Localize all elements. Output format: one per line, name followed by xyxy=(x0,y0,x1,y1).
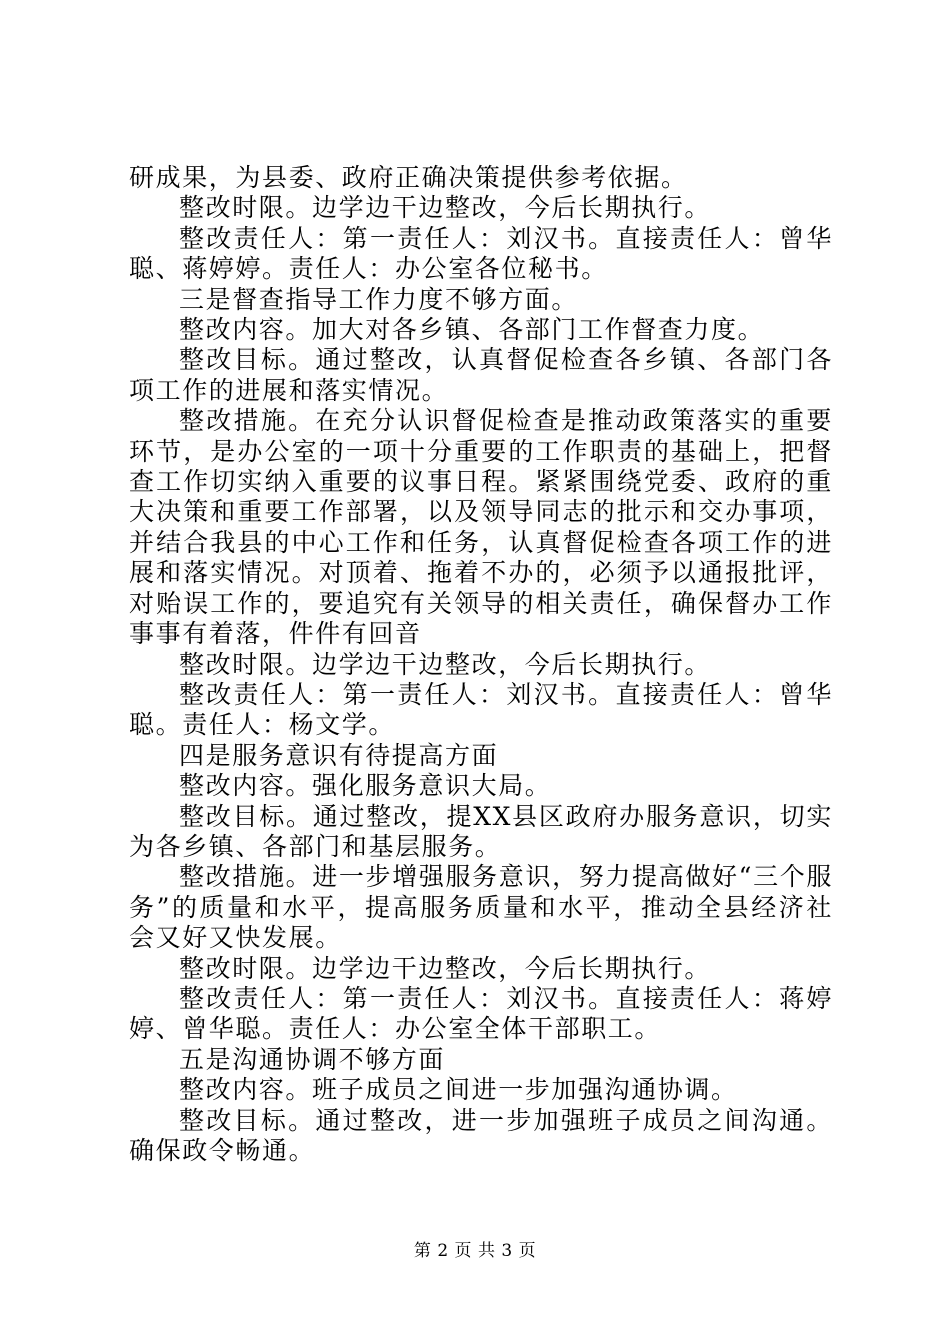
document-body xyxy=(129,163,833,1166)
paragraph: 整改责任人：第一责任人：刘汉书。直接责任人：曾华聪。责任人：杨文学。 xyxy=(129,679,833,740)
paragraph: 研成果，为县委、政府正确决策提供参考依据。 xyxy=(129,163,688,192)
paragraph: 整改责任人：第一责任人：刘汉书。直接责任人：曾华聪、蒋婷婷。责任人：办公室各位秘书。 xyxy=(129,223,833,284)
paragraph: 整改时限。边学边干边整改，今后长期执行。 xyxy=(179,953,712,983)
paragraph: 整改内容。强化服务意识大局。 xyxy=(179,771,552,801)
paragraph: 整改责任人：第一责任人：刘汉书。直接责任人：蒋婷婷、曾华聪。责任人：办公室全体干部职工。 xyxy=(129,983,833,1044)
paragraph: 整改目标。通过整改，提XX县区政府办服务意识，切实为各乡镇、各部门和基层服务。 xyxy=(129,801,833,861)
paragraph: 整改时限。边学边干边整改，今后长期执行。 xyxy=(179,193,712,223)
paragraph: 整改措施。在充分认识督促检查是推动政策落实的重要环节，是办公室的一项十分重要的工作职责的基础上，把督查工作切实纳入重要的议事日程。紧紧围绕党委、政府的重大决策和重要工作部署，以及领导同志的批示和交办事项，并结合我县的中心工作和任务，认真督促检查各项工作的进展和落实情况。对顶着、拖着不办的，必须予以通报批评，对贻误工作的，要追究有关领导的相关责任，确保督办工作事事有着落，件件有回音 xyxy=(129,406,833,649)
paragraph: 整改时限。边学边干边整改，今后长期执行。 xyxy=(179,649,712,679)
paragraph: 整改内容。班子成员之间进一步加强沟通协调。 xyxy=(179,1075,738,1105)
paragraph: 整改措施。进一步增强服务意识，努力提高做好“三个服务”的质量和水平，提高服务质量和水平，推动全县经济社会又好又快发展。 xyxy=(129,862,833,953)
section-heading: 五是沟通协调不够方面 xyxy=(179,1044,446,1074)
paragraph: 整改目标。通过整改，认真督促检查各乡镇、各部门各项工作的进展和落实情况。 xyxy=(129,345,833,405)
paragraph: 整改内容。加大对各乡镇、各部门工作督查力度。 xyxy=(179,315,765,345)
paragraph: 整改目标。通过整改，进一步加强班子成员之间沟通。确保政令畅通。 xyxy=(129,1105,833,1165)
page-number-footer: 第 2 页 共 3 页 xyxy=(413,1241,537,1261)
section-heading: 三是督查指导工作力度不够方面。 xyxy=(179,284,579,314)
section-heading: 四是服务意识有待提高方面 xyxy=(179,740,499,770)
